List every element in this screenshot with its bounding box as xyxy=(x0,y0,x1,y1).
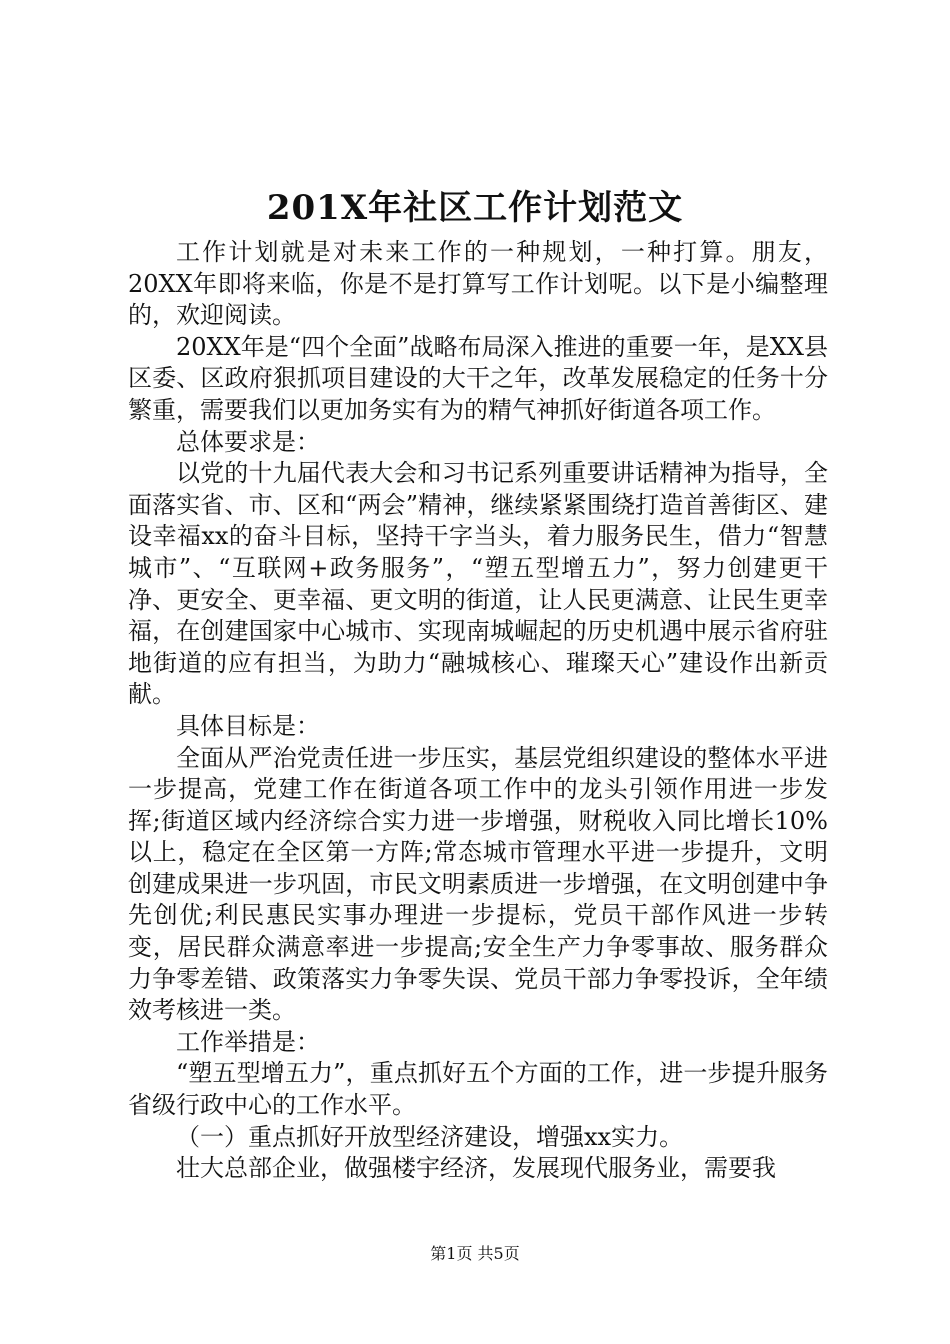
paragraph-section-1: 壮大总部企业，做强楼宇经济，发展现代服务业，需要我 xyxy=(176,1154,776,1183)
page-footer: 第1页 共5页 xyxy=(430,1244,520,1263)
paragraph-specific-goals: 全面从严治党责任进一步压实，基层党组织建设的整体水平进一步提高，党建工作在街道各项工作中的龙头引领作用进一步发挥;街道区域内经济综合实力进一步增强，财税收入同比增长10%以上，稳定在全区第一方阵;常态城市管理水平进一步提升，文明创建成果进一步巩固，市民文明素质进一步增强，在文明创建中争先创优;利民惠民实事办理进一步提标，党员干部作风进一步转变，居民群众满意率进一步提高;安全生产力争零事故、服务群众力争零差错、政策落实力争零失误、党员干部力争零投诉，全年绩效考核进一类。 xyxy=(128,743,828,1025)
heading-overall-requirements: 总体要求是： xyxy=(176,427,320,456)
heading-work-measures: 工作举措是： xyxy=(176,1027,320,1056)
document-body xyxy=(128,237,828,1185)
section-heading-1: （一）重点抓好开放型经济建设，增强xx实力。 xyxy=(176,1122,684,1151)
document-title: 201X年社区工作计划范文 xyxy=(266,188,684,228)
paragraph-work-measures: “塑五型增五力”，重点抓好五个方面的工作，进一步提升服务省级行政中心的工作水平。 xyxy=(128,1059,828,1120)
paragraph-overall-requirements: 以党的十九届代表大会和习书记系列重要讲话精神为指导，全面落实省、市、区和“两会”精神，继续紧紧围绕打造首善街区、建设幸福xx的奋斗目标，坚持干字当头，着力服务民生，借力“智慧城市”、“互联网+政务服务”，“塑五型增五力”，努力创建更干净、更安全、更幸福、更文明的街道，让人民更满意、让民生更幸福，在创建国家中心城市、实现南城崛起的历史机遇中展示省府驻地街道的应有担当，为助力“融城核心、璀璨天心”建设作出新贡献。 xyxy=(128,459,828,709)
paragraph-intro: 工作计划就是对未来工作的一种规划，一种打算。朋友，20XX年即将来临，你是不是打算写工作计划呢。以下是小编整理的，欢迎阅读。 xyxy=(128,238,828,330)
paragraph-background: 20XX年是“四个全面”战略布局深入推进的重要一年，是XX县区委、区政府狠抓项目建设的大干之年，改革发展稳定的任务十分繁重，需要我们以更加务实有为的精气神抓好街道各项工作。 xyxy=(128,332,828,424)
heading-specific-goals: 具体目标是： xyxy=(176,711,320,740)
